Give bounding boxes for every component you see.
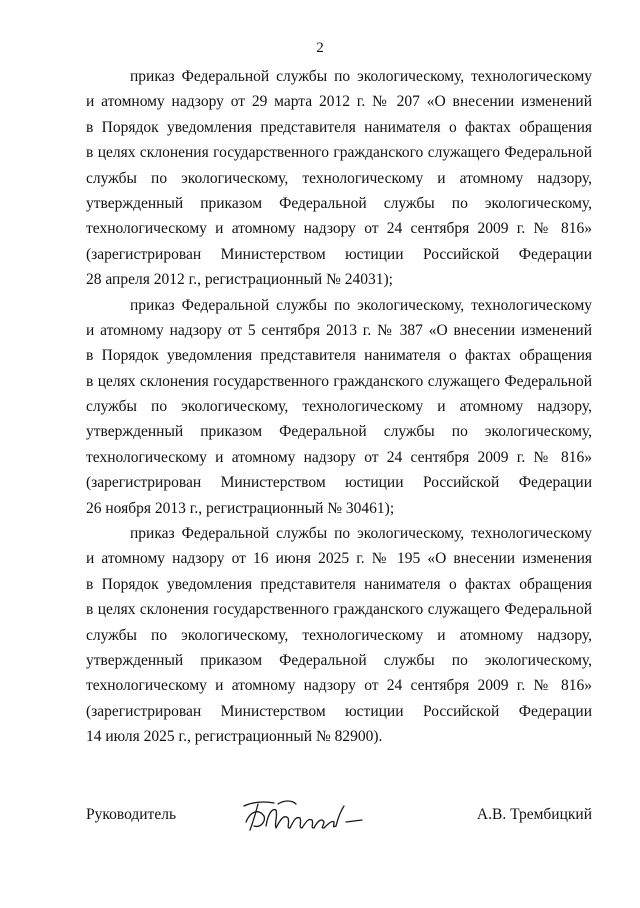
paragraph-line: (зарегистрирован Министерством юстиции Российской Федерации bbox=[86, 245, 592, 263]
paragraph-line: 14 июля 2025 г., регистрационный № 82900). bbox=[86, 728, 383, 746]
paragraph-line: утвержденный приказом Федеральной службы по экологическому, bbox=[86, 423, 592, 441]
paragraph-line: и атомному надзору от 29 марта 2012 г. № 207 «О внесении изменений bbox=[86, 93, 592, 111]
paragraph-line: в Порядок уведомления представителя нанимателя о фактах обращения bbox=[86, 347, 592, 365]
paragraph-line: технологическому и атомному надзору от 24 сентября 2009 г. № 816» bbox=[86, 448, 592, 466]
paragraph-line: приказ Федеральной службы по экологическому, технологическому bbox=[130, 525, 592, 543]
signatory-name: А.В. Трембицкий bbox=[476, 806, 592, 823]
paragraph-line: и атомному надзору от 5 сентября 2013 г. № 387 «О внесении изменений bbox=[86, 321, 592, 339]
paragraph-line: технологическому и атомному надзору от 24 сентября 2009 г. № 816» bbox=[86, 220, 592, 238]
paragraph-line: службы по экологическому, технологическому и атомному надзору, bbox=[86, 626, 592, 644]
paragraph-line: в целях склонения государственного гражданского служащего Федеральной bbox=[86, 372, 592, 390]
paragraph-line: технологическому и атомному надзору от 24 сентября 2009 г. № 816» bbox=[86, 677, 592, 695]
document-body bbox=[86, 64, 592, 750]
paragraph-line: службы по экологическому, технологическому и атомному надзору, bbox=[86, 169, 592, 187]
paragraph-line: приказ Федеральной службы по экологическому, технологическому bbox=[130, 68, 592, 85]
paragraph-line: (зарегистрирован Министерством юстиции Российской Федерации bbox=[86, 702, 592, 720]
paragraph-line: и атомному надзору от 16 июня 2025 г. № 195 «О внесении изменения bbox=[86, 550, 592, 568]
signature-block bbox=[86, 800, 592, 840]
paragraph-order-2025 bbox=[86, 521, 592, 750]
paragraph-line: (зарегистрирован Министерством юстиции Российской Федерации bbox=[86, 474, 592, 492]
handwritten-signature bbox=[238, 792, 368, 842]
signatory-title: Руководитель bbox=[86, 806, 177, 823]
paragraph-line: службы по экологическому, технологическому и атомному надзору, bbox=[86, 398, 592, 416]
paragraph-line: утвержденный приказом Федеральной службы по экологическому, bbox=[86, 651, 592, 669]
paragraph-line: 28 апреля 2012 г., регистрационный № 24031); bbox=[86, 271, 393, 289]
paragraph-line: в Порядок уведомления представителя нанимателя о фактах обращения bbox=[86, 118, 592, 136]
paragraph-line: в Порядок уведомления представителя нанимателя о фактах обращения bbox=[86, 575, 592, 593]
page-number: 2 bbox=[316, 40, 324, 56]
paragraph-line: в целях склонения государственного гражданского служащего Федеральной bbox=[86, 601, 592, 619]
paragraph-order-2013 bbox=[86, 293, 592, 522]
paragraph-line: 26 ноября 2013 г., регистрационный № 30461); bbox=[86, 499, 395, 517]
paragraph-order-2012 bbox=[86, 64, 592, 293]
paragraph-line: утвержденный приказом Федеральной службы по экологическому, bbox=[86, 194, 592, 212]
paragraph-line: приказ Федеральной службы по экологическому, технологическому bbox=[130, 296, 592, 314]
paragraph-line: в целях склонения государственного гражданского служащего Федеральной bbox=[86, 144, 592, 162]
